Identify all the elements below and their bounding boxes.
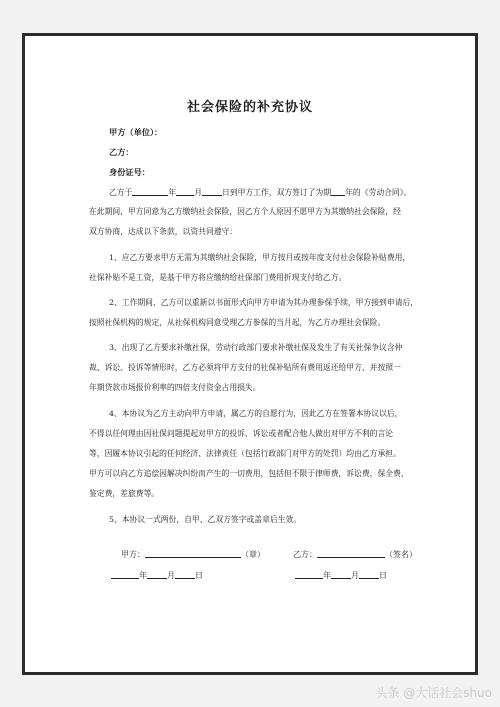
clause-3-line-1: 3、出现了乙方要求补缴社保，劳动行政部门要求补缴社保及发生了有关社保争议含仲 xyxy=(109,343,403,352)
watermark: 头条 @大话社会shuo xyxy=(375,686,492,700)
party-a-seal-blank xyxy=(145,549,241,558)
start-year-blank xyxy=(132,187,168,196)
party-a-label: 甲方（单位）： xyxy=(109,127,163,137)
clause-4-line-5: 鉴定费，差旅费等。 xyxy=(89,489,160,498)
intro-line-2: 在此期间，甲方同意为乙方缴纳社会保险，因乙方个人原因不愿甲方为其缴纳社会保险，经 xyxy=(89,207,401,216)
clause-1-line-2: 社保补贴不是工资，是基于甲方将应缴纳给社保部门费用折现支付给乙方。 xyxy=(89,273,347,282)
start-month-blank xyxy=(176,187,194,196)
clause-5: 5、本协议一式两份，自甲、乙双方签字或盖章后生效。 xyxy=(109,515,302,524)
clause-3-line-3: 年期贷款市场报价利率的四倍支付资金占用损失。 xyxy=(89,383,261,392)
document-page xyxy=(22,33,478,675)
clause-2-line-1: 2、工作期间，乙方可以重新以书面形式向甲方申请为其办理参保手续，甲方接到申请后， xyxy=(109,298,419,307)
clause-1-line-1: 1、应乙方要求甲方无需为其缴纳社会保险，甲方按月或按年度支付社会保险补贴费用， xyxy=(109,253,411,262)
id-number-label: 身份证号： xyxy=(109,167,150,177)
clause-4-line-2: 不得以任何理由因社保问题提起对甲方的投诉、诉讼或者配合他人做出对甲方不利的言论 xyxy=(89,429,394,438)
clause-4-line-3: 等，因履本协议引起的任何经济、法律责任（包括行政部门对甲方的处罚）均由乙方承担。 xyxy=(89,449,401,458)
clause-4-line-1: 4、本协议为乙方主动向甲方申请，属乙方的自愿行为，因此乙方在签署本协议以后， xyxy=(109,409,403,418)
party-b-date-line: 年 月 日 xyxy=(295,570,387,581)
document-title: 社会保险的补充协议 xyxy=(186,100,313,115)
term-years-blank xyxy=(331,187,345,196)
start-day-blank xyxy=(202,187,222,196)
clause-3-line-2: 裁、诉讼、投诉等情形时，乙方必须将甲方支付的社保补贴所有费用返还给甲方，并按照一 xyxy=(89,363,401,372)
intro-line-3: 双方协商，达成以下条款，以资共同遵守： xyxy=(89,227,238,236)
clause-4-line-4: 甲方可以向乙方追偿因解决纠纷而产生的一切费用，包括但不限于律师费，诉讼费，保全费， xyxy=(89,469,409,478)
party-a-date-line: 年 月 日 xyxy=(111,570,203,581)
party-b-sign-blank xyxy=(317,549,385,558)
intro-line-1: 乙方于 年 月 日到甲方工作，双方签订了为期 年的《劳动合同》。 xyxy=(109,188,412,197)
party-a-signature-line: 甲方： （章） xyxy=(121,550,265,559)
party-b-label: 乙方： xyxy=(109,147,134,157)
clause-2-line-2: 按照社保机构的规定，从社保机构同意受理乙方参保的当月起，为乙方办理社会保险。 xyxy=(89,318,386,327)
party-b-signature-line: 乙方： （签名） xyxy=(293,550,417,559)
